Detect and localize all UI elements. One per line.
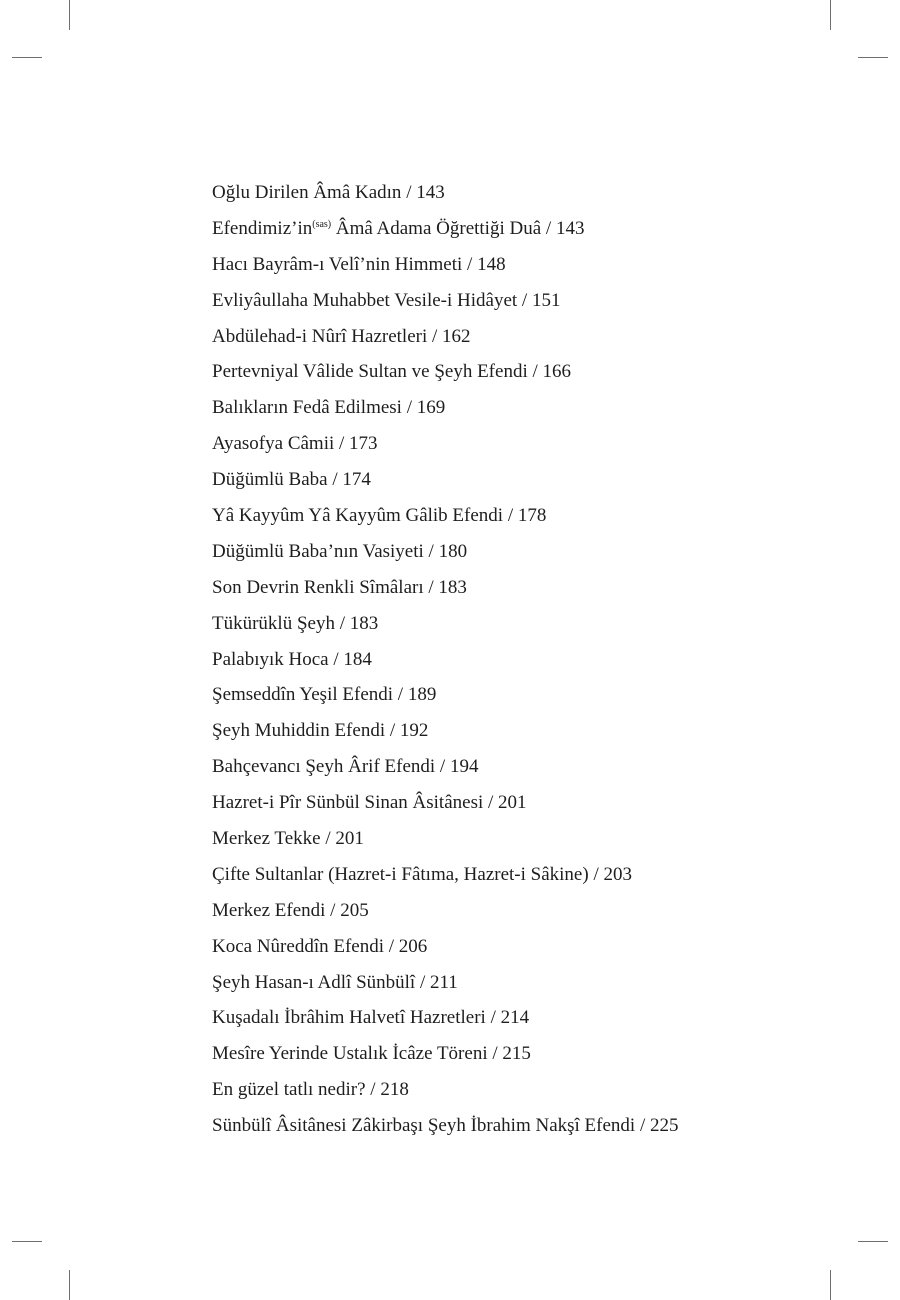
- toc-entry-page: 211: [429, 971, 458, 993]
- crop-mark-bottom-right-vertical: [830, 1270, 831, 1300]
- toc-entry: [212, 1108, 832, 1144]
- toc-entry-page: 194: [449, 756, 479, 778]
- toc-entry: [212, 247, 832, 283]
- crop-mark-top-right-vertical: [830, 0, 831, 30]
- toc-entry: [212, 570, 832, 606]
- toc-separator: /: [384, 935, 399, 957]
- toc-entry-page: 169: [416, 397, 446, 419]
- toc-separator: /: [487, 1043, 503, 1065]
- toc-entry-page: 218: [380, 1079, 409, 1101]
- toc-entry-page: 143: [416, 182, 445, 203]
- toc-entry-page: 225: [650, 1115, 679, 1137]
- toc-separator: /: [334, 612, 350, 634]
- toc-separator: /: [423, 540, 439, 562]
- toc-entry-page: 201: [335, 828, 364, 850]
- crop-mark-bottom-left-horizontal: [12, 1241, 42, 1242]
- toc-entry-page: 184: [343, 648, 372, 670]
- toc-entry: [212, 749, 832, 785]
- toc-entry: [212, 785, 832, 821]
- toc-entry-title: Balıkların Fedâ Edilmesi: [212, 397, 402, 419]
- toc-separator: /: [462, 253, 478, 275]
- toc-entry-page: 151: [531, 289, 561, 311]
- toc-entry-title: Oğlu Dirilen Âmâ Kadın: [212, 182, 402, 203]
- toc-entry-title: Koca Nûreddîn Efendi: [212, 935, 384, 957]
- toc-entry-title: Son Devrin Renkli Sîmâları: [212, 576, 424, 598]
- toc-entry-title: Palabıyık Hoca: [212, 648, 329, 670]
- toc-entry: [212, 211, 832, 247]
- toc-separator: /: [435, 756, 450, 778]
- toc-entry-page: 215: [502, 1043, 531, 1065]
- toc-entry-title: Abdülehad-i Nûrî Hazretleri: [212, 325, 428, 347]
- toc-entry-page: 189: [407, 684, 437, 706]
- toc-entry: [212, 713, 832, 749]
- toc-entry-title: Pertevniyal Vâlide Sultan ve Şeyh Efendi: [212, 361, 528, 383]
- toc-entry-title: En güzel tatlı nedir?: [212, 1079, 366, 1101]
- toc-entry: [212, 893, 832, 929]
- toc-separator: /: [325, 899, 341, 921]
- toc-entry-page: 162: [442, 325, 471, 347]
- toc-separator: /: [334, 433, 350, 455]
- toc-entry-title: Bahçevancı Şeyh Ârif Efendi: [212, 756, 436, 778]
- table-of-contents: [212, 175, 832, 1144]
- toc-entry-page: 201: [498, 792, 527, 814]
- toc-separator: /: [427, 325, 443, 347]
- toc-entry: [212, 1072, 832, 1108]
- toc-entry-title: Merkez Tekke: [212, 828, 321, 850]
- toc-entry: [212, 1000, 832, 1036]
- toc-separator: /: [415, 971, 430, 993]
- toc-separator: /: [541, 217, 556, 239]
- toc-separator: /: [393, 684, 408, 706]
- crop-mark-top-left-vertical: [69, 0, 70, 30]
- toc-entry-title: Hazret-i Pîr Sünbül Sinan Âsitânesi: [212, 792, 484, 814]
- toc-entry-title: Düğümlü Baba: [212, 469, 328, 491]
- toc-entry-page: 143: [555, 217, 585, 239]
- toc-entry-page: 192: [399, 720, 429, 742]
- toc-separator: /: [635, 1115, 650, 1137]
- toc-entry-page: 148: [477, 253, 506, 275]
- toc-entry-page: 214: [500, 1007, 530, 1029]
- toc-entry: [212, 929, 832, 965]
- toc-entry-page: 178: [517, 505, 547, 527]
- toc-entry: [212, 354, 832, 390]
- crop-mark-top-right-horizontal: [858, 57, 888, 58]
- toc-separator: /: [401, 182, 417, 203]
- toc-entry: [212, 390, 832, 426]
- toc-entry: [212, 821, 832, 857]
- toc-entry-title: Hacı Bayrâm-ı Velî’nin Himmeti: [212, 253, 463, 275]
- toc-entry: [212, 677, 832, 713]
- toc-entry-page: 205: [340, 899, 369, 921]
- toc-entry-title: Sünbülî Âsitânesi Zâkirbaşı Şeyh İbrahim Nakşî Efendi: [212, 1115, 636, 1137]
- toc-entry-title: Şeyh Muhiddin Efendi: [212, 720, 386, 742]
- toc-separator: /: [485, 1007, 501, 1029]
- toc-separator: /: [423, 576, 439, 598]
- toc-entry: [212, 283, 832, 319]
- toc-separator: /: [385, 720, 400, 742]
- toc-entry: [212, 426, 832, 462]
- toc-entry-page: 180: [438, 540, 468, 562]
- toc-entry-page: 183: [349, 612, 379, 634]
- toc-separator: /: [503, 505, 518, 527]
- toc-entry-title: Düğümlü Baba’nın Vasiyeti: [212, 540, 424, 562]
- toc-entry: [212, 462, 832, 498]
- toc-separator: /: [320, 828, 336, 850]
- toc-entry: [212, 857, 832, 893]
- toc-entry-title: Yâ Kayyûm Yâ Kayyûm Gâlib Efendi: [212, 505, 504, 527]
- toc-entry-page: 183: [438, 576, 467, 598]
- toc-entry: [212, 175, 832, 211]
- toc-entry-title: Ayasofya Câmii: [212, 433, 335, 455]
- toc-entry: [212, 606, 832, 642]
- toc-entry-page: 174: [342, 469, 371, 491]
- toc-separator: /: [365, 1079, 381, 1101]
- toc-separator: /: [588, 863, 604, 885]
- toc-entry-title: Şemseddîn Yeşil Efendi: [212, 684, 394, 706]
- crop-mark-bottom-right-horizontal: [858, 1241, 888, 1242]
- toc-entry-title: Kuşadalı İbrâhim Halvetî Hazretleri: [212, 1007, 486, 1029]
- toc-entry-title: Evliyâullaha Muhabbet Vesile-i Hidâyet: [212, 289, 518, 311]
- toc-entry-title: Tükürüklü Şeyh: [212, 612, 335, 634]
- toc-entry: [212, 319, 832, 355]
- toc-entry-page: 173: [349, 433, 378, 455]
- toc-entry: [212, 534, 832, 570]
- toc-entry-page: 203: [603, 863, 632, 885]
- toc-entry: [212, 498, 832, 534]
- toc-entry-title: Mesîre Yerinde Ustalık İcâze Töreni: [212, 1043, 488, 1065]
- toc-separator: /: [527, 361, 543, 383]
- toc-entry-title: Çifte Sultanlar (Hazret-i Fâtıma, Hazret-i Sâkine): [212, 863, 589, 885]
- toc-entry: [212, 1036, 832, 1072]
- toc-entry-title: Şeyh Hasan-ı Adlî Sünbülî: [212, 971, 416, 993]
- toc-entry: [212, 965, 832, 1001]
- toc-entry-title: Merkez Efendi: [212, 899, 326, 921]
- toc-separator: /: [483, 792, 499, 814]
- toc-entry-page: 206: [398, 935, 428, 957]
- toc-separator: /: [401, 397, 417, 419]
- toc-entry-page: 166: [542, 361, 571, 383]
- toc-entry-title-cont: Âmâ Adama Öğrettiği Duâ: [331, 217, 542, 239]
- toc-entry: [212, 642, 832, 678]
- toc-entry-superscript: (sas): [312, 218, 332, 230]
- toc-separator: /: [517, 289, 532, 311]
- crop-mark-top-left-horizontal: [12, 57, 42, 58]
- toc-entry-title: Efendimiz’in: [212, 217, 313, 239]
- toc-separator: /: [327, 469, 343, 491]
- crop-mark-bottom-left-vertical: [69, 1270, 70, 1300]
- toc-separator: /: [328, 648, 344, 670]
